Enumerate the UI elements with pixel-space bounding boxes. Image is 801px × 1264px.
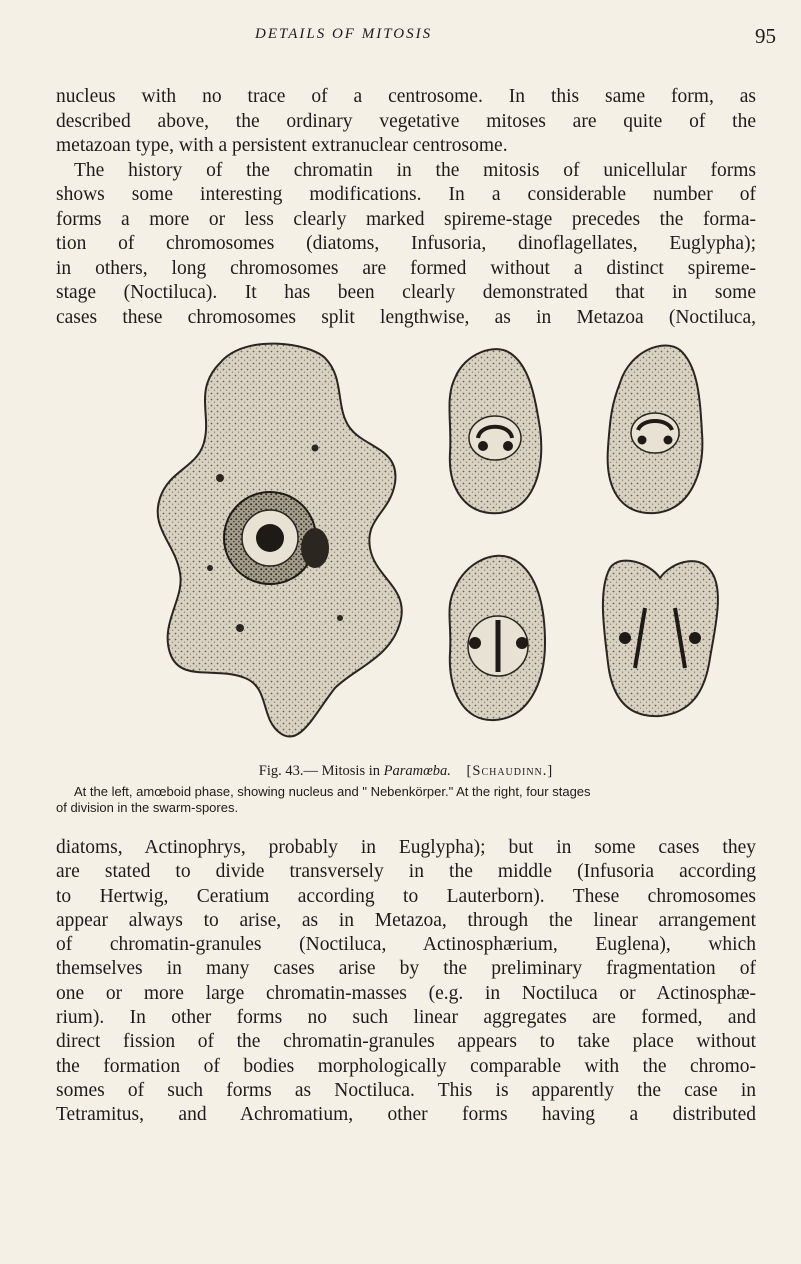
text-line: direct fission of the chromatin-granules appears to take place without: [56, 1031, 756, 1053]
amoeboid-phase-cell: [158, 344, 402, 737]
swarm-spore-stage-4: [603, 561, 718, 717]
text-line: metazoan type, with a persistent extranuclear centrosome.: [56, 135, 508, 156]
text-line: one or more large chromatin-masses (e.g. in Noctiluca or Actinosphæ-: [56, 982, 756, 1004]
paragraph-bottom: [56, 836, 756, 1128]
text-line: Tetramitus, and Achromatium, other forms having a distributed: [56, 1104, 756, 1126]
caption-source: [Schaudinn.]: [466, 763, 554, 779]
swarm-spore-stage-1: [449, 349, 541, 513]
text-line: are stated to divide transversely in the middle (Infusoria according: [56, 861, 756, 883]
text-line: described above, the ordinary vegetative mitoses are quite of the: [56, 110, 756, 132]
text-line: forms a more or less clearly marked spireme-stage precedes the forma-: [56, 208, 756, 230]
nebenkorper: [301, 528, 329, 568]
page-number: 95: [755, 24, 776, 48]
paragraph-top: [56, 85, 756, 330]
text-line: shows some interesting modifications. In a considerable number of: [56, 184, 756, 205]
text-line: themselves in many cases arise by the preliminary fragmentation of: [56, 958, 756, 980]
swarm-spore-stage-2: [608, 345, 703, 513]
page-header: [0, 22, 801, 52]
text-line: rium). In other forms no such linear aggregates are formed, and: [56, 1007, 756, 1029]
text-line: to Hertwig, Ceratium according to Lauterborn). These chromosomes: [56, 885, 756, 907]
text-line: diatoms, Actinophrys, probably in Euglypha); but in some cases they: [56, 837, 756, 858]
caption-organism: Paramœba.: [383, 763, 451, 779]
text-line: cases these chromosomes split lengthwise, as in Metazoa (Noctiluca,: [56, 306, 756, 328]
text-line: the formation of bodies morphologically comparable with the chromo-: [56, 1055, 756, 1077]
text-line: in others, long chromosomes are formed without a distinct spireme-: [56, 257, 756, 279]
caption-title: [56, 763, 756, 780]
caption-line: of division in the swarm-spores.: [56, 800, 239, 815]
text-line: stage (Noctiluca). It has been clearly demonstrated that in some: [56, 282, 756, 303]
text-line: The history of the chromatin in the mitosis of unicellular forms: [74, 159, 756, 181]
text-line: appear always to arise, as in Metazoa, through the linear arrangement: [56, 909, 756, 931]
mitosis-figure: [150, 338, 750, 758]
running-head: DETAILS OF MITOSIS: [255, 26, 433, 42]
text-line: nucleus with no trace of a centrosome. In this same form, as: [56, 86, 756, 107]
text-line: of chromatin-granules (Noctiluca, Actinosphærium, Euglena), which: [56, 934, 756, 956]
text-line: somes of such forms as Noctiluca. This is apparently the case in: [56, 1079, 756, 1101]
figure-label: Fig. 43.: [258, 763, 304, 779]
text-line: tion of chromosomes (diatoms, Infusoria, dinoflagellates, Euglypha);: [56, 233, 756, 254]
caption-prefix: — Mitosis in: [303, 763, 384, 779]
caption-line: At the left, amœboid phase, showing nucleus and " Nebenkörper." At the right, four stages: [74, 784, 591, 799]
figure-caption: [56, 763, 756, 816]
swarm-spore-stage-3: [449, 556, 545, 720]
